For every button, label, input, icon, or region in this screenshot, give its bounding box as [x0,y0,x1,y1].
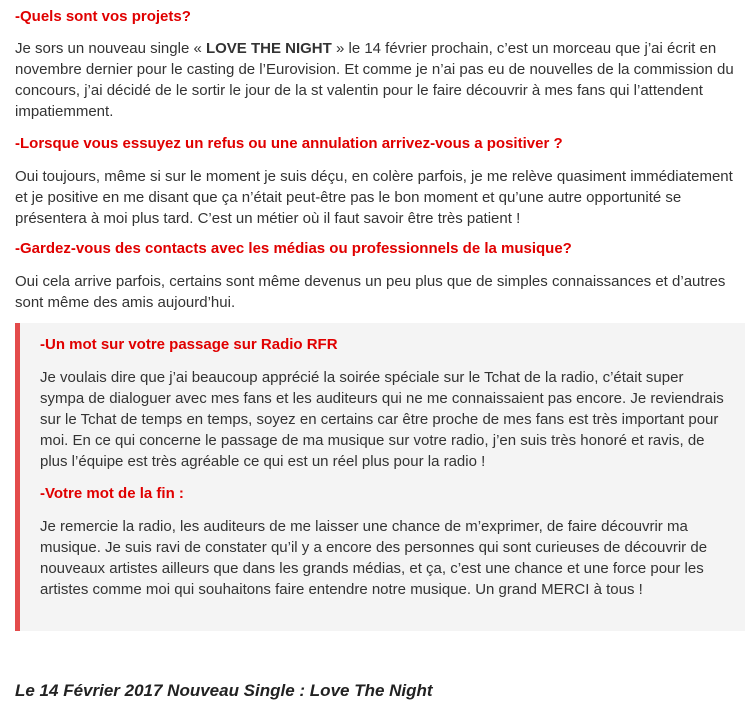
question-contacts: -Gardez-vous des contacts avec les médias ou professionnels de la musique? [15,240,572,257]
answer-contacts: Oui cela arrive parfois, certains sont même devenus un peu plus que de simples connaissances et d’autres sont même des amis aujourd’hui. [15,273,726,311]
answer-refusal: Oui toujours, même si sur le moment je suis déçu, en colère parfois, je me relève quasiment immédiatement et je positive en me disant que ça n’était peut-être pas le bon moment et qu’une autre opportunité se présentera à moi plus tard. C’est un métier où il faut savoir être très patient ! [15,168,733,227]
question-refusal: -Lorsque vous essuyez un refus ou une annulation arrivez-vous a positiver ? [15,135,563,152]
question-final-word: -Votre mot de la fin : [40,485,184,502]
post-title: Le 14 Février 2017 Nouveau Single : Love The Night [15,681,433,700]
answer-radio: Je voulais dire que j’ai beaucoup apprécié la soirée spéciale sur le Tchat de la radio, c’était super sympa de dialoguer avec mes fans et les auditeurs qui ne me connaissaient pas encore. Je reviendrais sur le Tchat de temps en temps, soyez en certains car être proche de mes fans est très important pour moi. En ce qui concerne le passage de ma musique sur votre radio, j’en suis très honoré et ravis, de plus l’équipe est très agréable ce qui est un réel plus pour la radio ! [40,369,724,470]
answer-final-word: Je remercie la radio, les auditeurs de me laisser une chance de m’exprimer, de faire découvrir ma musique. Je suis ravi de constater qu’il y a encore des personnes qui sont curieuses de découvrir de nouveaux artistes ailleurs que dans les grands médias, et ça, c’est une chance et une force pour les artistes comme moi qui souhaitons faire entendre notre musique. Un grand MERCI à tous ! [40,518,708,598]
answer-projects [15,38,745,122]
question-radio: -Un mot sur votre passage sur Radio RFR [40,336,338,353]
answer-projects-intro: Je sors un nouveau single « [15,40,206,57]
blockquote [15,323,745,631]
answer-projects-rest: » le 14 février prochain, c’est un morceau que j’ai écrit en novembre dernier pour le casting de l’Eurovision. Et comme je n’ai pas eu de nouvelles de la commission du concours, j’ai décidé de le sortir le jour de la st valentin pour le faire découvrir à mes fans qui l’attendent impatiemment. [15,40,734,120]
question-projects: -Quels sont vos projets? [15,8,191,25]
single-title: LOVE THE NIGHT [205,40,332,57]
